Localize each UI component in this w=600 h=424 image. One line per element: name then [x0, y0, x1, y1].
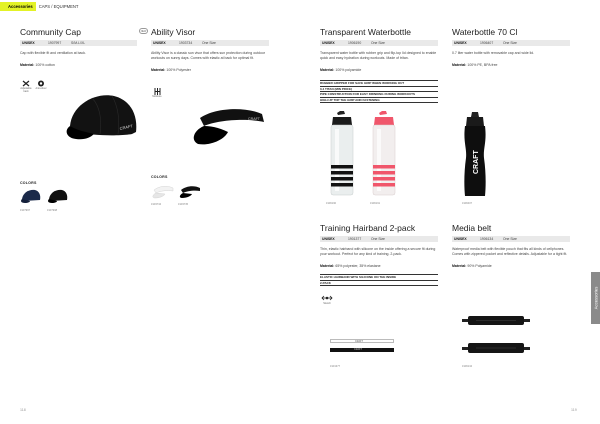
variant-code: 1901377 [330, 365, 341, 368]
variant-code: 1907998 [47, 209, 58, 212]
clear-bottle-black-image [326, 111, 358, 197]
feature-item: RUBBER GRIPPER FOR SAFE GRIP WHEN WORKING OUT [320, 81, 438, 87]
product-code: 1903734 [179, 41, 193, 45]
icon-caption: Stretch [323, 302, 331, 305]
product-material [151, 68, 191, 72]
gender-label: UNISEX [322, 237, 335, 241]
product-description: Transparent water bottle with rubber grip and flip-top lid designed to enable quick and easy hydration during workouts. Made of tritan. [320, 51, 437, 60]
adjustable-back-icon [22, 80, 30, 87]
product-title: Training Hairband 2-pack [320, 223, 416, 233]
svg-text:CRAFT: CRAFT [248, 117, 260, 121]
feature-item: PIPE CONSTRUCTION FOR EASY DRINKING DURING WORKOUTS [320, 92, 438, 98]
product-meta-bar [452, 236, 570, 242]
colors-label: COLORS [151, 175, 168, 179]
product-material [20, 63, 55, 67]
gender-label: UNISEX [22, 41, 35, 45]
material-label: Material: [151, 68, 166, 72]
product-title: Transparent Waterbottle [320, 27, 412, 37]
product-code: 1901377 [348, 237, 362, 241]
variant-code: 1906134 [462, 365, 473, 368]
product-meta-bar [452, 40, 570, 46]
product-title: Community Cap [20, 27, 81, 37]
gender-label: UNISEX [322, 41, 335, 45]
product-meta-bar [320, 236, 438, 242]
variant-code: 1906407 [462, 202, 473, 205]
black-visor-swatch[interactable] [178, 183, 202, 199]
material-value: 100% Polyester [166, 68, 191, 72]
product-size: One Size [503, 237, 517, 241]
hairband-logo: CRAFT [355, 339, 363, 343]
breadcrumb [0, 2, 78, 11]
product-description: Cap with flexible fit and ventilation at back. [20, 51, 86, 55]
feature-item: 2-PACK [320, 281, 438, 287]
variant-code: 1906190 [326, 202, 337, 205]
product-description: 0.7 liter water bottle with removable cap and wide lid. [452, 51, 535, 55]
hairband-logo: CRAFT [354, 348, 362, 351]
product-code: 1906134 [480, 237, 494, 241]
material-label: Material: [320, 68, 335, 72]
gender-label: UNISEX [454, 237, 467, 241]
material-value: 100% cotton [35, 63, 55, 67]
product-title: Ability Visor [151, 27, 196, 37]
feature-item: HIGH-UP TOP THE GRIP AND FASTENING [320, 98, 438, 104]
product-material [452, 63, 497, 67]
material-value: 65% polyester, 35% elastane [335, 264, 381, 268]
svg-text:CRAFT: CRAFT [119, 123, 134, 131]
navy-cap-swatch[interactable] [20, 189, 42, 205]
product-size: One Size [503, 41, 517, 45]
page-number-left: 118 [20, 408, 26, 412]
feature-list [320, 274, 438, 286]
product-code: 1906407 [480, 41, 494, 45]
product-description: Ability Visor is a classic sun visor that offers sun protection during outdoor workouts on sunny days. Comes with elastic at back for optimal fit. [151, 51, 266, 60]
black-hairband-image [330, 348, 394, 352]
icon-caption: Adjustable back [20, 87, 32, 93]
black-cap-swatch[interactable] [47, 189, 69, 205]
anti-odour-icon [37, 80, 45, 87]
feature-list [320, 80, 438, 103]
gender-label: UNISEX [153, 41, 166, 45]
page-number-right: 119 [571, 408, 577, 412]
gender-label: UNISEX [454, 41, 467, 45]
product-code: 1907997 [48, 41, 62, 45]
product-material [320, 68, 361, 72]
product-meta-bar [20, 40, 137, 46]
material-value: 90% Polyamide [467, 264, 492, 268]
feature-item: 0.4 TITAN (MIN PRICE) [320, 87, 438, 93]
clear-bottle-pink-image [368, 111, 400, 197]
material-label: Material: [320, 264, 335, 268]
material-value: 100% PE, BPA free [467, 63, 498, 67]
product-size: One Size [202, 41, 216, 45]
white-hairband-image [330, 339, 394, 343]
product-meta-bar [320, 40, 438, 46]
breadcrumb-section[interactable]: Accessories [0, 2, 36, 11]
media-belt-image [462, 314, 530, 356]
product-title: Media belt [452, 223, 492, 233]
product-code: 1906190 [348, 41, 362, 45]
product-material [452, 264, 492, 268]
variant-code: 1907997 [20, 209, 31, 212]
product-size: S/M-L/XL [71, 41, 86, 45]
material-label: Material: [452, 63, 467, 67]
product-description: Waterproof media belt with flexible pouch that fits all kinds of cellphones. Comes with zippered pocket and reflective details. Adjustable for a tight fit. [452, 247, 568, 256]
product-description: Thin, elastic hairband with silicone on the inside offering a secure fit during your workout. Perfect for any kind of training. 2-pack. [320, 247, 436, 256]
svg-text:CRAFT: CRAFT [473, 150, 480, 174]
material-value: 100% polyamide [335, 68, 362, 72]
variant-code: 1903734 [151, 203, 162, 206]
black-bottle-image [458, 112, 492, 198]
material-label: Material: [20, 63, 35, 67]
product-size: One Size [371, 237, 385, 241]
stretch-icon [322, 295, 332, 301]
product-material [320, 264, 381, 268]
product-meta-bar [151, 40, 269, 46]
breadcrumb-subsection[interactable]: CAPS / EQUIPMENT [38, 4, 79, 9]
product-title: Waterbottle 70 Cl [452, 27, 518, 37]
icon-caption: Moisture [152, 95, 162, 98]
variant-code: 1903735 [178, 203, 189, 206]
sidebar-tab-label: Accessories [593, 286, 598, 310]
product-size: One Size [371, 41, 385, 45]
feature-item: ELASTIC HAIRBAND WITH SILICONE ON THE INSIDE [320, 275, 438, 281]
moisture-icon [154, 88, 161, 95]
colors-label: COLORS [20, 181, 37, 185]
white-visor-swatch[interactable] [151, 183, 175, 199]
material-label: Material: [452, 264, 467, 268]
new-badge: NEW [140, 29, 147, 33]
community-cap-image [62, 92, 142, 148]
icon-caption: Anti-odour [35, 87, 47, 90]
sidebar-tab-accessories[interactable] [591, 272, 600, 324]
ability-visor-image [190, 100, 268, 150]
variant-code: 1906191 [370, 202, 381, 205]
